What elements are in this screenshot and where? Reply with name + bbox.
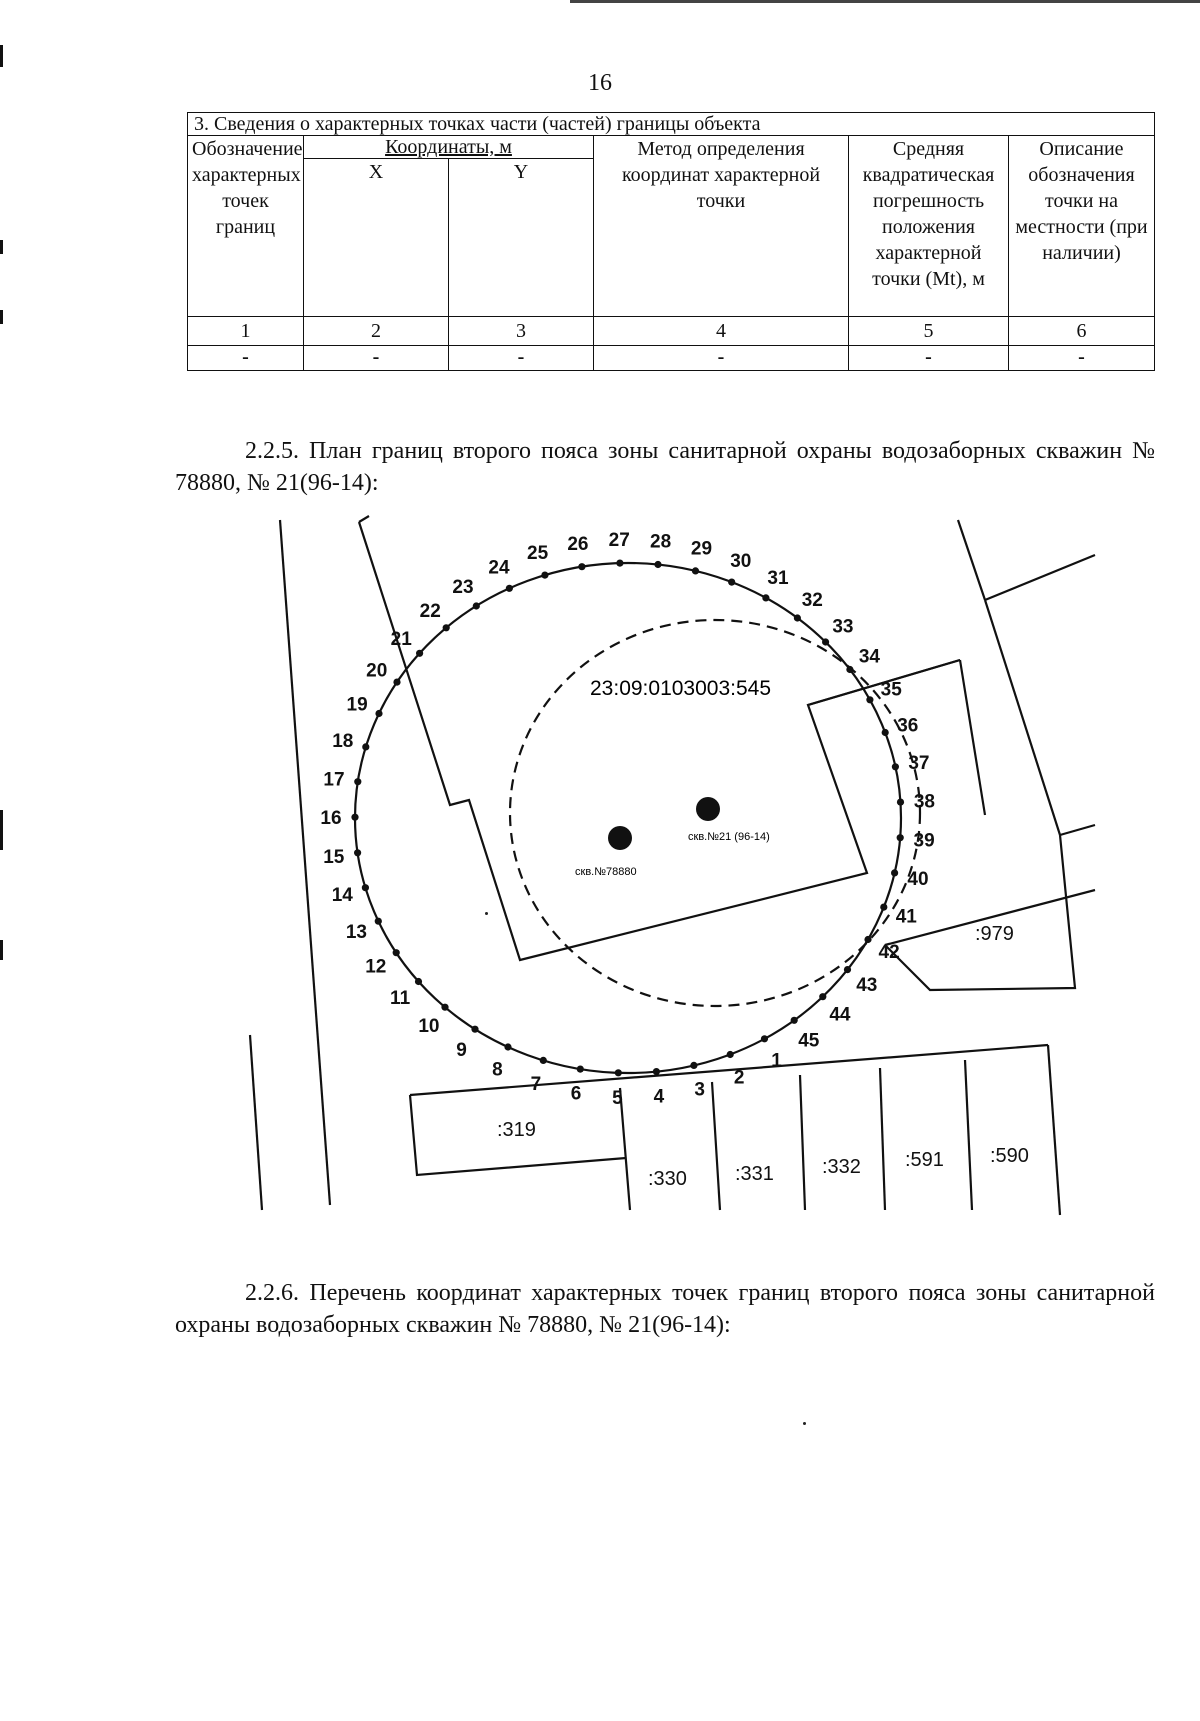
boundary-point-13 — [375, 918, 382, 925]
table-cell: - — [188, 346, 304, 371]
boundary-point-label: 39 — [913, 830, 935, 852]
boundary-point-label: 34 — [858, 646, 880, 668]
header-coordinates-label: Координаты, м — [385, 136, 512, 158]
boundary-plan — [0, 500, 1200, 1230]
section-2-2-6-paragraph — [175, 1277, 1155, 1341]
second-zone-boundary — [355, 563, 901, 1073]
boundary-point-7 — [540, 1057, 547, 1064]
boundary-point-label: 37 — [908, 752, 930, 774]
parcel-divider — [965, 1060, 972, 1210]
boundary-point-8 — [504, 1043, 511, 1050]
boundary-point-label: 9 — [456, 1040, 467, 1062]
boundary-point-14 — [362, 884, 369, 891]
boundary-point-label: 23 — [452, 577, 474, 598]
table-row — [188, 346, 1155, 371]
header-point-designation: Обозначение характерных точек границ — [188, 136, 304, 317]
boundary-point-label: 5 — [612, 1087, 623, 1109]
boundary-point-33 — [822, 638, 829, 645]
boundary-point-24 — [506, 585, 513, 592]
header-coordinates — [304, 136, 594, 159]
boundary-point-45 — [791, 1017, 798, 1024]
parcel-label-330: :330 — [648, 1168, 687, 1190]
boundary-point-23 — [473, 602, 480, 609]
table-cell: - — [594, 346, 849, 371]
section-2-2-5-text: 2.2.5. План границ второго пояса зоны санитарной охраны водозаборных скважин № 78880, № 21(96-14): — [175, 438, 1155, 496]
header-x: X — [304, 159, 449, 317]
building-line — [960, 660, 985, 815]
parcel-label-319: :319 — [497, 1119, 536, 1141]
boundary-point-label: 42 — [878, 942, 900, 963]
table-cell: - — [304, 346, 449, 371]
boundary-point-label: 19 — [346, 694, 368, 716]
boundary-point-35 — [866, 696, 873, 703]
boundary-point-6 — [577, 1066, 584, 1073]
boundary-point-label: 22 — [419, 600, 441, 622]
boundary-point-3 — [690, 1062, 697, 1069]
well-78880-label: скв.№78880 — [575, 866, 637, 878]
column-number: 5 — [849, 317, 1009, 346]
boundary-point-11 — [415, 978, 422, 985]
boundary-point-18 — [362, 743, 369, 750]
boundary-point-label: 2 — [733, 1067, 745, 1089]
boundary-point-label: 18 — [332, 731, 354, 753]
plan-linework — [250, 516, 1095, 1215]
boundary-point-27 — [616, 560, 623, 567]
parcel-divider — [800, 1075, 805, 1210]
scan-edge-mark — [0, 45, 3, 67]
well-21-label: скв.№21 (96-14) — [688, 831, 770, 843]
boundary-point-32 — [794, 614, 801, 621]
boundary-point-label: 8 — [492, 1059, 503, 1081]
table-cell: - — [849, 346, 1009, 371]
boundary-point-label: 1 — [771, 1050, 782, 1072]
boundary-point-1 — [761, 1035, 768, 1042]
boundary-point-9 — [471, 1026, 478, 1033]
parcel-label-979: :979 — [975, 923, 1014, 945]
boundary-point-30 — [728, 579, 735, 586]
parcel-corner-mark — [359, 516, 369, 522]
boundary-point-16 — [351, 814, 358, 821]
boundary-point-37 — [892, 763, 899, 770]
boundary-point-label: 10 — [418, 1016, 440, 1037]
boundary-point-label: 26 — [567, 534, 589, 555]
characteristic-points-table — [187, 112, 1155, 371]
boundary-point-label: 11 — [390, 987, 411, 1009]
well-78880-marker — [608, 826, 632, 850]
scan-speck — [803, 1422, 806, 1425]
parcel-545-boundary — [359, 522, 960, 960]
boundary-point-44 — [819, 993, 826, 1000]
boundary-point-43 — [844, 966, 851, 973]
boundary-point-41 — [880, 904, 887, 911]
section-2-2-5-paragraph — [175, 435, 1155, 499]
boundary-point-label: 36 — [897, 715, 919, 737]
boundary-point-label: 43 — [856, 974, 878, 996]
boundary-point-label: 35 — [880, 679, 902, 701]
boundary-point-label: 3 — [694, 1079, 705, 1101]
scan-edge-mark — [0, 240, 3, 254]
building-line — [958, 520, 985, 600]
boundary-point-label: 28 — [650, 531, 672, 553]
boundary-point-38 — [897, 799, 904, 806]
boundary-point-34 — [846, 666, 853, 673]
parcel-divider — [712, 1082, 720, 1210]
section-2-2-6-text: 2.2.6. Перечень координат характерных точек границ второго пояса зоны санитарной охраны водозаборных скважин № 78880, № 21(96-14): — [175, 1280, 1155, 1338]
boundary-point-label: 21 — [390, 628, 412, 650]
column-number: 2 — [304, 317, 449, 346]
parcel-label-332: :332 — [822, 1156, 861, 1178]
boundary-point-42 — [864, 936, 871, 943]
boundary-point-5 — [615, 1069, 622, 1076]
boundary-point-label: 20 — [366, 660, 388, 682]
scan-top-rule — [570, 0, 1200, 3]
table-cell: - — [449, 346, 594, 371]
scan-edge-mark — [0, 310, 3, 324]
boundary-point-label: 24 — [488, 557, 510, 579]
boundary-point-label: 32 — [801, 590, 823, 612]
header-mean-error: Средняя квадратическая погрешность положения характерной точки (Mt), м — [849, 136, 1009, 317]
boundary-point-4 — [653, 1068, 660, 1075]
header-method: Метод определения координат характерной точки — [594, 136, 849, 317]
boundary-point-15 — [354, 849, 361, 856]
boundary-point-2 — [727, 1051, 734, 1058]
parcel-979-edge — [1060, 825, 1095, 835]
boundary-point-label: 4 — [653, 1086, 665, 1108]
boundary-point-label: 17 — [323, 769, 345, 791]
well-21-marker — [696, 797, 720, 821]
point-number-labels — [320, 530, 935, 1109]
boundary-point-20 — [393, 679, 400, 686]
boundary-point-25 — [541, 572, 548, 579]
boundary-point-label: 33 — [832, 616, 854, 638]
boundary-point-19 — [375, 710, 382, 717]
boundary-point-31 — [762, 594, 769, 601]
building-line — [985, 555, 1095, 600]
column-number: 4 — [594, 317, 849, 346]
table-caption: 3. Сведения о характерных точках части (частей) границы объекта — [188, 113, 1155, 136]
header-y: Y — [449, 159, 594, 317]
boundary-point-17 — [354, 778, 361, 785]
boundary-point-label: 7 — [530, 1074, 542, 1096]
parcel-labels — [497, 923, 1029, 1190]
parcel-label-590: :590 — [990, 1145, 1029, 1167]
boundary-point-label: 30 — [730, 550, 752, 572]
boundary-point-22 — [443, 624, 450, 631]
boundary-point-39 — [897, 834, 904, 841]
boundary-point-40 — [891, 869, 898, 876]
parcel-divider — [880, 1068, 885, 1210]
parcel-label-331: :331 — [735, 1163, 774, 1185]
scan-speck — [485, 912, 488, 915]
column-number: 1 — [188, 317, 304, 346]
boundary-point-29 — [692, 567, 699, 574]
road-line-left-short — [250, 1035, 262, 1210]
boundary-point-label: 31 — [767, 568, 789, 590]
boundary-point-label: 38 — [913, 791, 935, 813]
boundary-point-26 — [578, 563, 585, 570]
building-line — [985, 600, 1060, 835]
boundary-point-21 — [416, 650, 423, 657]
boundary-point-label: 44 — [829, 1004, 851, 1026]
boundary-point-label: 25 — [527, 543, 549, 565]
boundary-point-label: 12 — [365, 956, 387, 978]
boundary-point-12 — [393, 949, 400, 956]
page-number: 16 — [588, 70, 612, 96]
parcel-divider — [1048, 1045, 1060, 1215]
boundary-point-28 — [654, 561, 661, 568]
parcel-545-label: 23:09:0103003:545 — [590, 677, 772, 700]
parcel-label-591: :591 — [905, 1149, 944, 1171]
boundary-point-label: 13 — [345, 921, 367, 943]
boundary-point-label: 6 — [570, 1083, 582, 1105]
boundary-point-label: 29 — [690, 538, 713, 560]
boundary-point-label: 27 — [608, 530, 630, 552]
column-number: 3 — [449, 317, 594, 346]
boundary-point-36 — [882, 729, 889, 736]
boundary-point-label: 41 — [895, 906, 917, 928]
boundary-point-label: 16 — [320, 808, 342, 830]
column-number: 6 — [1009, 317, 1155, 346]
boundary-point-10 — [441, 1004, 448, 1011]
boundary-point-label: 45 — [798, 1030, 820, 1052]
table-cell: - — [1009, 346, 1155, 371]
boundary-point-label: 15 — [323, 847, 345, 869]
header-description: Описание обозначения точки на местности (при наличии) — [1009, 136, 1155, 317]
boundary-point-label: 14 — [331, 885, 353, 907]
boundary-point-label: 40 — [907, 869, 929, 891]
